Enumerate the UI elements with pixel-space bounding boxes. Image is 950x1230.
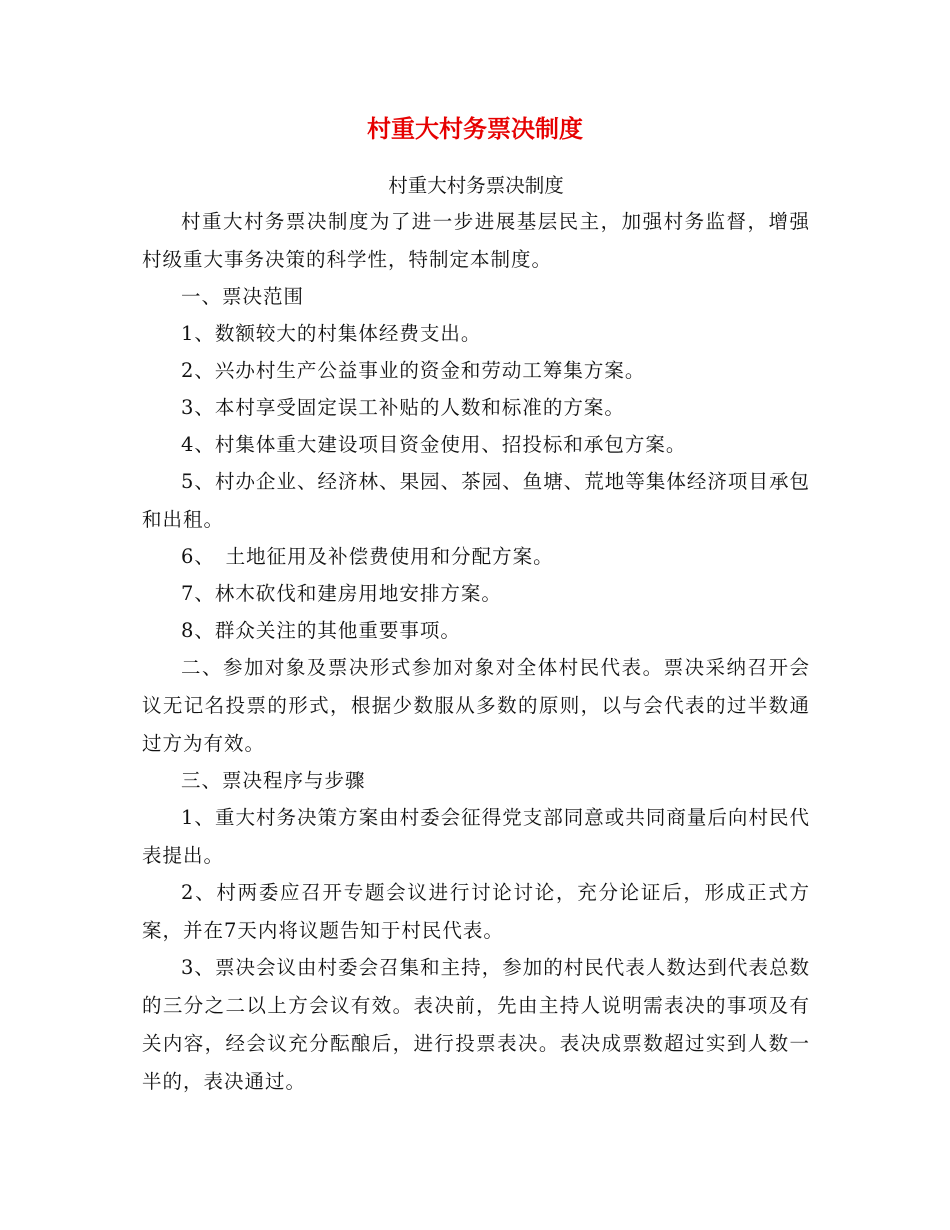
procedure-item-2: 2、村两委应召开专题会议进行讨论讨论，充分论证后，形成正式方案，并在7天内将议题告知于村民代表。	[142, 881, 810, 942]
scope-item-3: 3、本村享受固定误工补贴的人数和标准的方案。	[181, 396, 625, 419]
procedure-item-3: 3、票决会议由村委会召集和主持，参加的村民代表人数达到代表总数的三分之二以上方会议有效。表决前，先由主持人说明需表决的事项及有关内容，经会议充分酝酿后，进行投票表决。表决成票数超过实到人数一半的，表决通过。	[142, 956, 810, 1093]
scope-item-1: 1、数额较大的村集体经费支出。	[181, 322, 482, 345]
scope-item-4: 4、村集体重大建设项目资金使用、招投标和承包方案。	[181, 433, 687, 456]
procedure-item-1: 1、重大村务决策方案由村委会征得党支部同意或共同商量后向村民代表提出。	[142, 806, 810, 867]
scope-item-6: 6、 土地征用及补偿费使用和分配方案。	[181, 545, 554, 568]
scope-item-2: 2、兴办村生产公益事业的资金和劳动工筹集方案。	[181, 359, 646, 382]
section-heading-procedure: 三、票决程序与步骤	[181, 769, 366, 792]
document-body	[142, 167, 810, 1100]
document-subtitle: 村重大村务票决制度	[388, 174, 564, 197]
intro-paragraph: 村重大村务票决制度为了进一步进展基层民主，加强村务监督，增强村级重大事务决策的科学性，特制定本制度。	[142, 210, 810, 271]
section-participants: 二、参加对象及票决形式参加对象对全体村民代表。票决采纳召开会议无记名投票的形式，根据少数服从多数的原则，以与会代表的过半数通过方为有效。	[142, 656, 810, 755]
document-title: 村重大村务票决制度	[367, 115, 583, 143]
scope-item-7: 7、林木砍伐和建房用地安排方案。	[181, 582, 502, 605]
scope-item-8: 8、群众关注的其他重要事项。	[181, 619, 461, 642]
scope-item-5: 5、村办企业、经济林、果园、茶园、鱼塘、荒地等集体经济项目承包和出租。	[142, 470, 810, 531]
section-heading-scope: 一、票决范围	[181, 285, 305, 308]
